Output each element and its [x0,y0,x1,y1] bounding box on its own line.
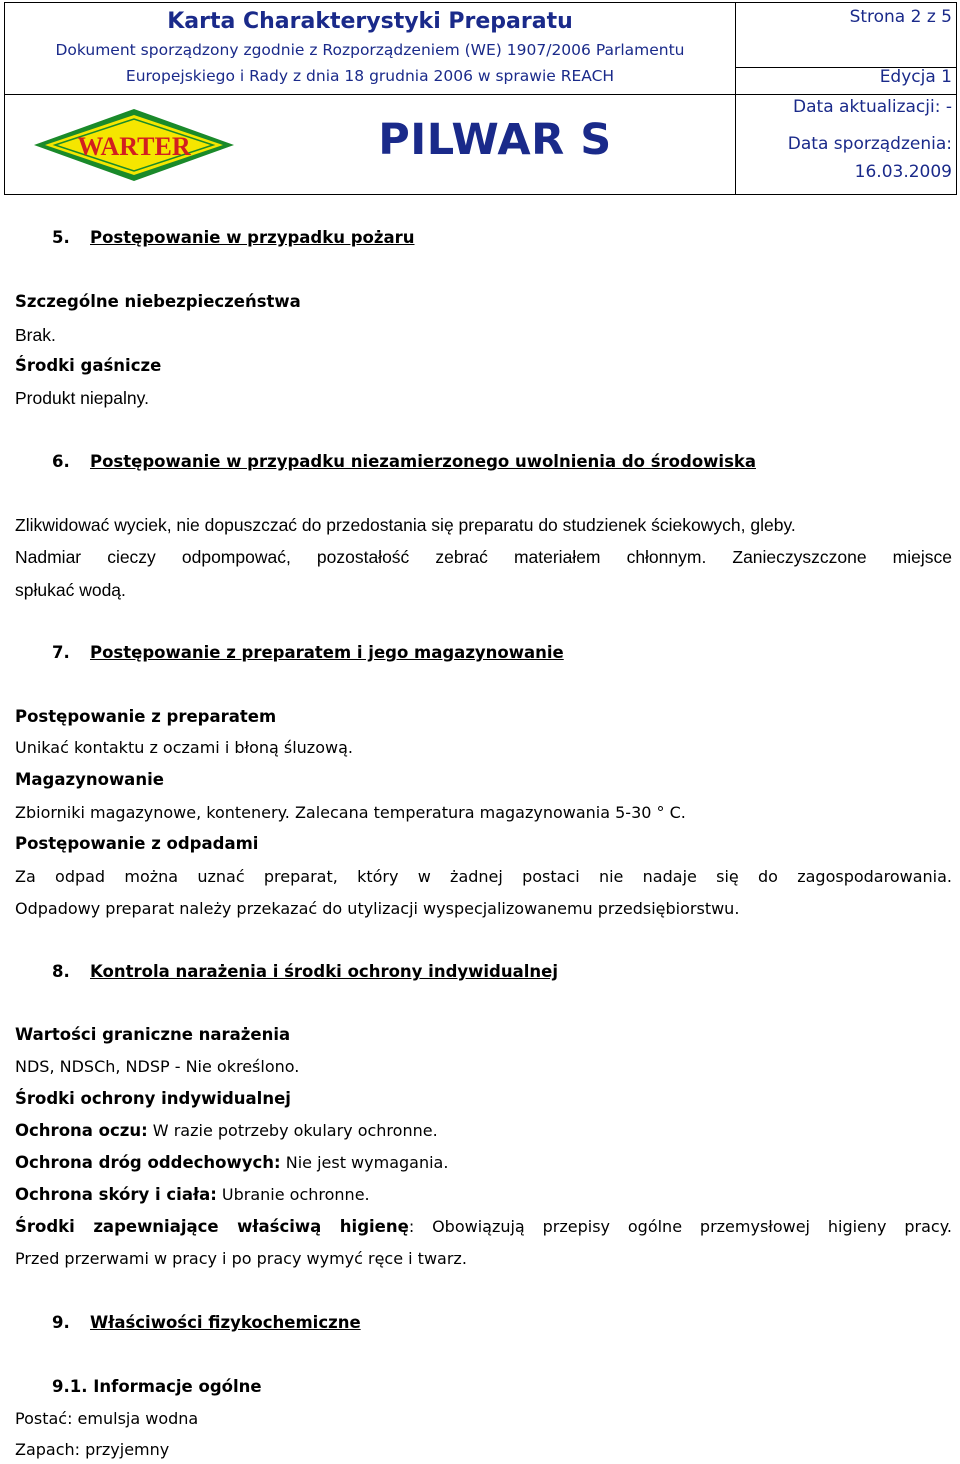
section-title: Postępowanie w przypadku niezamierzonego uwolnienia do środowiska [90,452,756,471]
label: Ochrona oczu: [15,1121,148,1140]
section-title: Kontrola narażenia i środki ochrony indywidualnej [90,962,558,981]
paragraph: Przed przerwami w pracy i po pracy wymyć ręce i twarz. [15,1249,467,1268]
subheading: Środki ochrony indywidualnej [15,1089,291,1108]
subheading: Postępowanie z odpadami [15,834,259,853]
subsection-title: Informacje ogólne [93,1377,262,1396]
paragraph: Brak. [15,325,56,345]
section-number: 7. [52,643,70,662]
value: Nie jest wymagania. [280,1153,449,1172]
subheading: Wartości graniczne narażenia [15,1025,291,1044]
value: : Obowiązują przepisy ogólne przemysłowej higieny pracy. [408,1217,952,1236]
page-number: Strona 2 z 5 [849,7,952,27]
subheading: Środki gaśnicze [15,356,162,375]
subheading: Magazynowanie [15,770,164,789]
label: Ochrona dróg oddechowych: [15,1153,281,1172]
header-rule [5,94,735,95]
logo-text: WARTER [77,132,191,161]
paragraph: Produkt niepalny. [15,388,149,408]
label: Środki zapewniające właściwą higienę [15,1217,409,1236]
paragraph: Zlikwidować wyciek, nie dopuszczać do przedostania się preparatu do studzienek ściekowych, gleby. [15,515,796,535]
section-number: 6. [52,452,70,471]
header-rule [735,94,957,95]
skin-protection [15,1184,370,1206]
paragraph: spłukać wodą. [15,580,126,600]
section-title: Właściwości fizykochemiczne [90,1313,361,1332]
paragraph: NDS, NDSCh, NDSP - Nie określono. [15,1057,300,1076]
edition: Edycja 1 [879,67,952,87]
paragraph: Zbiorniki magazynowe, kontenery. Zalecana temperatura magazynowania 5-30 ° C. [15,803,686,822]
value: W razie potrzeby okulary ochronne. [147,1121,438,1140]
subsection-9-1-heading [52,1376,262,1398]
respiratory-protection [15,1152,448,1174]
section-number: 9. [52,1313,70,1332]
subheading: Postępowanie z preparatem [15,707,277,726]
created-date: 16.03.2009 [854,162,952,182]
product-name: PILWAR S [378,115,612,165]
document-header [4,2,957,195]
warter-logo [31,105,237,185]
paragraph: Za odpad można uznać preparat, który w żadnej postaci nie nadaje się do zagospodarowania. [15,867,952,886]
paragraph: Odpadowy preparat należy przekazać do utylizacji wyspecjalizowanemu przedsiębiorstwu. [15,899,740,918]
section-title: Postępowanie w przypadku pożaru [90,228,415,247]
section-title: Postępowanie z preparatem i jego magazynowanie [90,643,564,662]
paragraph: Zapach: przyjemny [15,1440,170,1459]
section-number: 5. [52,228,70,247]
document-subtitle: Dokument sporządzony zgodnie z Rozporządzeniem (WE) 1907/2006 Parlamentu [55,41,685,59]
document-title: Karta Charakterystyki Preparatu [167,9,573,34]
eye-protection [15,1120,438,1142]
created-label: Data sporządzenia: [787,134,952,154]
paragraph: Nadmiar cieczy odpompować, pozostałość zebrać materiałem chłonnym. Zanieczyszczone miejsce [15,547,952,567]
section-number: 8. [52,962,70,981]
value: Ubranie ochronne. [216,1185,370,1204]
label: Ochrona skóry i ciała: [15,1185,217,1204]
hygiene-measures [15,1216,952,1238]
subheading: Szczególne niebezpieczeństwa [15,292,301,311]
update-date: Data aktualizacji: - [793,97,952,117]
subsection-number: 9.1. [52,1377,88,1396]
document-subtitle: Europejskiego i Rady z dnia 18 grudnia 2006 w sprawie REACH [125,67,615,85]
paragraph: Unikać kontaktu z oczami i błoną śluzową. [15,738,353,757]
paragraph: Postać: emulsja wodna [15,1409,199,1428]
